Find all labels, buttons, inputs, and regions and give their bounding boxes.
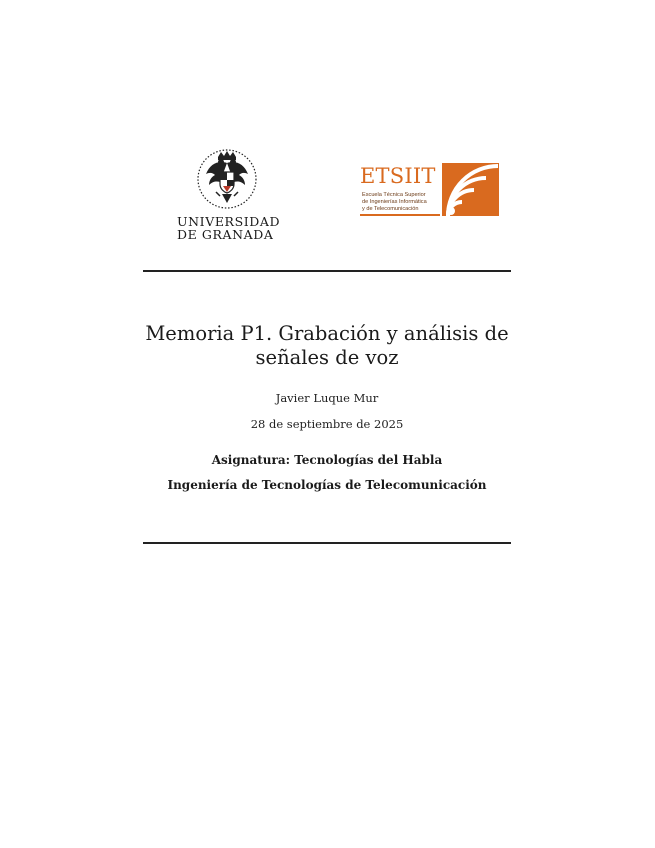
school-logo	[360, 162, 500, 218]
school-logo-underline	[360, 214, 440, 216]
author-name: Javier Luque Mur	[275, 391, 379, 405]
university-name-line2: DE GRANADA	[177, 227, 274, 242]
document-date: 28 de septiembre de 2025	[250, 417, 404, 431]
school-signal-icon	[442, 163, 499, 216]
document-title-line2: señales de voz	[255, 346, 399, 369]
university-name	[172, 215, 282, 241]
document-title-line1: Memoria P1. Grabación y análisis de	[145, 322, 509, 345]
university-logo	[172, 148, 282, 244]
subject-line: Asignatura: Tecnologías del Habla	[211, 453, 443, 467]
university-name-line1: UNIVERSIDAD	[177, 214, 281, 229]
degree-line: Ingeniería de Tecnologías de Telecomunicación	[167, 478, 487, 492]
school-subtitle-line2: de Ingenierías Informática	[362, 199, 427, 205]
school-subtitle-line1: Escuela Técnica Superior	[362, 192, 426, 198]
document-title	[143, 322, 511, 370]
school-subtitle-line3: y de Telecomunicación	[362, 206, 419, 212]
university-crest-icon	[196, 148, 258, 210]
bottom-rule	[143, 542, 511, 544]
top-rule	[143, 270, 511, 272]
school-name: ETSIIT	[360, 164, 436, 188]
school-subtitle	[362, 192, 442, 213]
